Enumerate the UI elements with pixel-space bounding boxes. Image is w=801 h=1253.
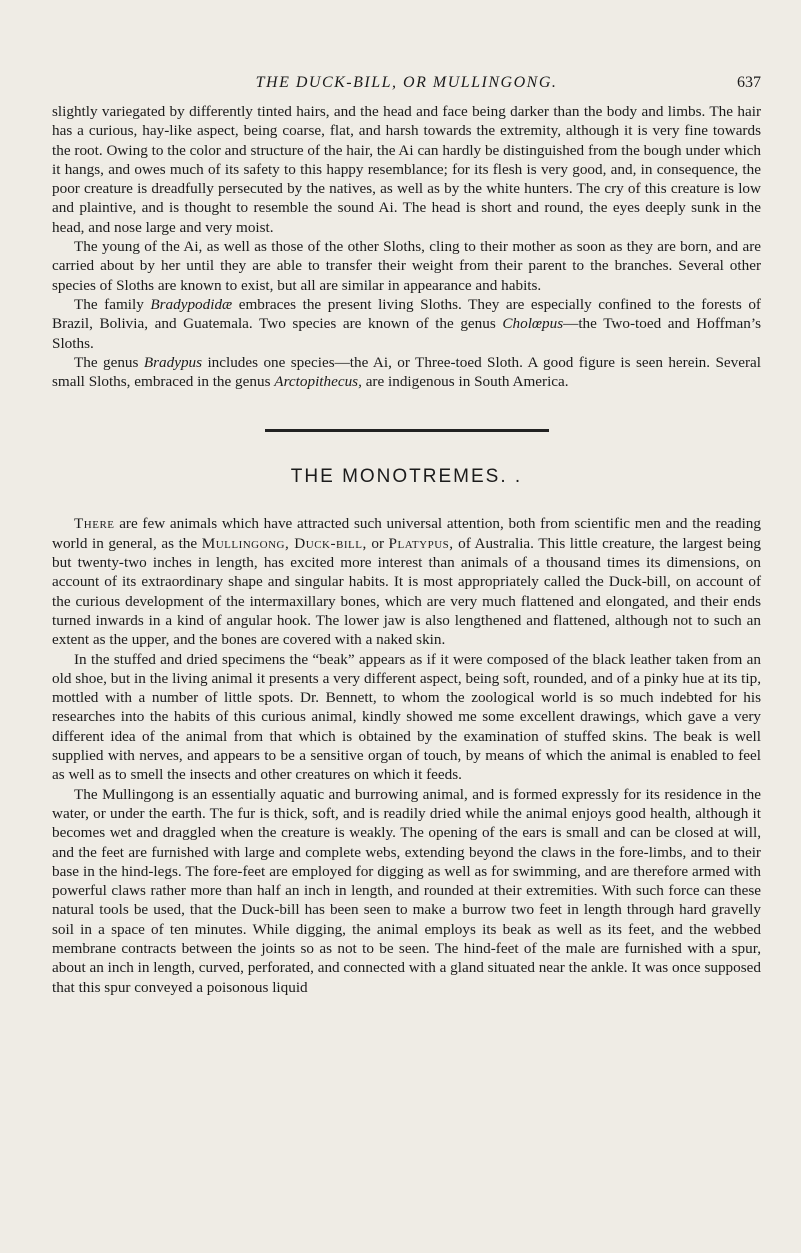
paragraph: The Mullingong is an essentially aquatic and burrowing animal, and is formed expressly for its residence in the water, or under the earth. The fur is thick, soft, and is readily dried while the animal enjoys good health, although it becomes wet and draggled when the creature is weakly. The opening of the ears is small and can be closed at will, and the feet are furnished with large and complete webs, extending beyond the claws in the fore-limbs, and to their base in the hind-legs. The fore-feet are employed for digging as well as for swimming, and are therefore armed with powerful claws rather more than half an inch in length, and rounded at their extremities. With such force can these natural tools be used, that the Duck-bill has been seen to make a burrow two feet in length through hard gravelly soil in a space of ten minutes. While digging, the animal employs its beak as well as its feet, and the webbed membrane contracts between the joints so as not to be seen. The hind-feet of the male are furnished with a spur, about an inch in length, curved, perforated, and connected with a gland situated near the ankle. It was once supposed that this spur conveyed a poisonous liquid — [52, 785, 761, 996]
paragraph — [52, 514, 761, 649]
text-run: includes one species—the Ai, or Three-toed Sloth. A good figure is seen herein. Several small Sloths, embraced in the genus — [52, 353, 761, 391]
drop-word: There — [74, 515, 115, 533]
taxon-name: Arctopithecus, — [274, 373, 362, 391]
running-head — [52, 74, 761, 102]
section-divider — [265, 429, 549, 432]
taxon-name: Bradypodidæ — [150, 295, 233, 313]
paragraph — [52, 353, 761, 392]
text-run: embraces the present living Sloths. They are especially confined to the forests of Brazil, Bolivia, and Guatemala. Two species are known of the genus — [52, 295, 761, 333]
paragraph: slightly variegated by differently tinted hairs, and the head and face being darker than the body and limbs. The hair has a curious, hay-like aspect, being coarse, flat, and harsh towards the extremity, although it is very fine towards the root. Owing to the color and structure of the hair, the Ai can hardly be distinguished from the bough under which it hangs, and owes much of its safety to this happy resemblance; for its flesh is very good, and, in consequence, the poor creature is dreadfully persecuted by the natives, as well as by the white hunters. The cry of this creature is low and plaintive, and is thought to resemble the sound Ai. The head is short and round, the eyes deeply sunk in the head, and nose large and very moist. — [52, 103, 761, 236]
paragraph — [52, 295, 761, 353]
section-title: THE MONOTREMES. . — [290, 466, 523, 488]
text-run: of Australia. This little creature, the largest being but twenty-two inches in length, has excited more interest than animals of a thousand times its dimensions, on account of its extraordinary shape and singular habits. It is most appropriately called the Duck-bill, on account of the curious development of the intermaxillary bones, which are very much flattened and elongated, and their ends turned inwards in a kind of angular hook. The lower jaw is also lengthened and flattened, although not to such an extent as the upper, and the bones are covered with a naked skin. — [52, 534, 761, 649]
book-page — [0, 74, 801, 1253]
animal-name: Mullingong, Duck-bill, — [201, 534, 367, 552]
text-run: are indigenous in South America. — [361, 373, 569, 391]
taxon-name: Cholœpus — [502, 315, 564, 333]
animal-name: Platypus, — [388, 534, 454, 552]
paragraph: The young of the Ai, as well as those of the other Sloths, cling to their mother as soon as they are born, and are carried about by her until they are able to transfer their weight from their parent to the branches. Several other species of Sloths are known to exist, but all are similar in appearance and habits. — [52, 238, 761, 294]
monotremes-section — [52, 514, 761, 996]
running-title: THE DUCK-BILL, OR MULLINGONG. — [255, 74, 558, 91]
text-run: are few animals which have attracted such universal attention, both from scientific men and the reading world in general, as the — [52, 515, 761, 552]
text-run: The genus — [74, 353, 144, 371]
page-number: 637 — [737, 74, 761, 91]
text-run: —the Two-toed and Hoffman’s Sloths. — [52, 315, 761, 352]
sloths-section — [52, 102, 761, 391]
taxon-name: Bradypus — [143, 353, 203, 371]
text-run: The family — [74, 295, 151, 313]
text-run: or — [366, 534, 389, 552]
paragraph: In the stuffed and dried specimens the “beak” appears as if it were composed of the black leather taken from an old shoe, but in the living animal it presents a very different aspect, being soft, rounded, and of a pinky hue at its tip, mottled with a number of little spots. Dr. Bennett, to whom the zoological world is so much indebted for his researches into the habits of this curious animal, kindly showed me some excellent drawings, which gave a very different idea of the animal from that which is obtained by the examination of stuffed skins. The beak is well supplied with nerves, and appears to be a sensitive organ of touch, by means of which the animal is enabled to feel as well as to smell the insects and other creatures on which it feeds. — [52, 650, 761, 784]
